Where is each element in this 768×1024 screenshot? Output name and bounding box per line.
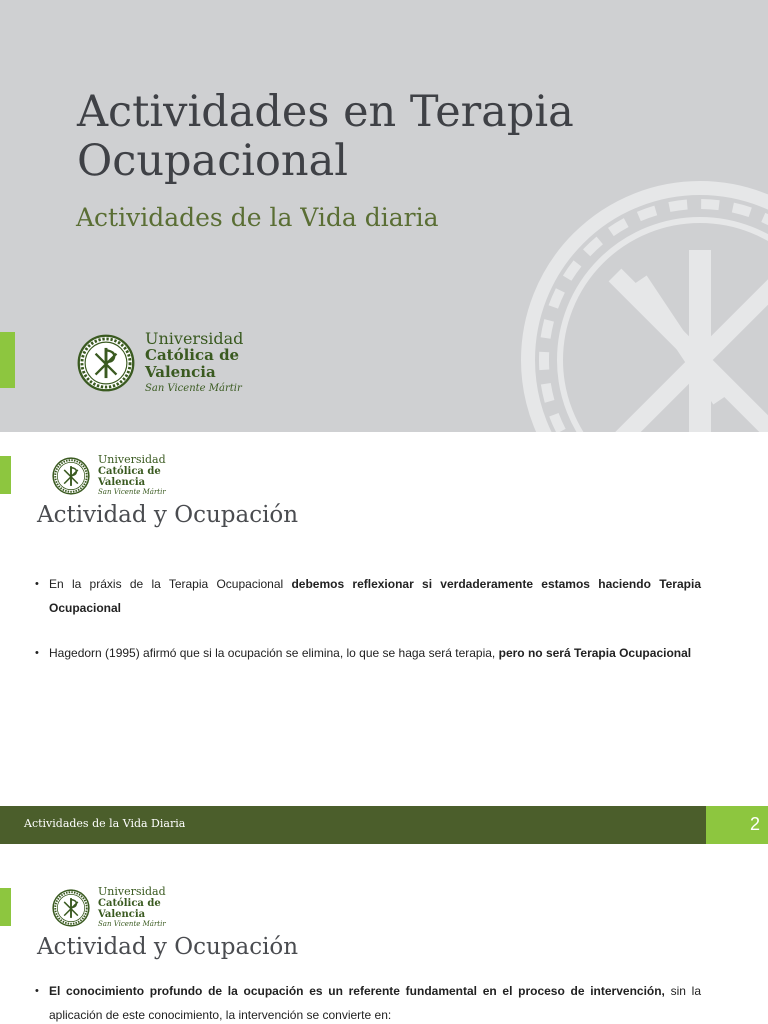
bullet-list bbox=[35, 979, 701, 1024]
university-logo bbox=[77, 330, 243, 395]
presentation-title: Actividades en Terapia Ocupacional bbox=[77, 87, 574, 186]
bullet-bold-text: pero no será Terapia Ocupacional bbox=[498, 646, 692, 660]
bullet-list bbox=[35, 572, 701, 665]
logo-line-2: Católica de bbox=[145, 346, 240, 364]
logo-line-4: San Vicente Mártir bbox=[98, 920, 166, 928]
logo-line-3: Valencia bbox=[98, 477, 146, 488]
bullet-bold-text: El conocimiento profundo de la ocupación es un referente fundamental en el proceso de intervención, bbox=[49, 984, 665, 998]
logo-line-4: San Vicente Mártir bbox=[98, 488, 166, 496]
logo-line-1: Universidad bbox=[98, 453, 166, 466]
slide-footer bbox=[0, 806, 768, 844]
university-logo bbox=[52, 886, 166, 929]
university-logo-text bbox=[98, 454, 166, 497]
logo-line-3: Valencia bbox=[145, 363, 216, 381]
university-logo bbox=[52, 454, 166, 497]
bullet-item bbox=[35, 979, 701, 1024]
presentation-subtitle: Actividades de la Vida diaria bbox=[76, 203, 439, 232]
slide-accent-bar bbox=[0, 332, 15, 388]
content-slide-2 bbox=[0, 432, 768, 844]
bullet-item bbox=[35, 572, 701, 620]
logo-line-3: Valencia bbox=[98, 909, 146, 920]
bullet-text: Hagedorn (1995) afirmó que si la ocupación se elimina, lo que se haga será terapia, bbox=[49, 646, 499, 660]
content-slide-3 bbox=[0, 844, 768, 1024]
page-number: 2 bbox=[749, 814, 760, 834]
slide-accent-bar bbox=[0, 888, 11, 926]
logo-line-1: Universidad bbox=[145, 329, 244, 348]
bullet-text: sin la aplicación de este conocimiento, la intervención se convierte en: bbox=[49, 984, 701, 1022]
bullet-item bbox=[35, 641, 701, 665]
bullet-bold-text: debemos reflexionar si verdaderamente estamos haciendo Terapia Ocupacional bbox=[49, 577, 701, 615]
title-slide bbox=[0, 0, 768, 432]
page-number-box bbox=[706, 806, 768, 844]
logo-line-2: Católica de bbox=[98, 466, 161, 477]
logo-line-1: Universidad bbox=[98, 885, 166, 898]
bullet-text: En la práxis de la Terapia Ocupacional bbox=[49, 577, 292, 591]
slide-title: Actividad y Ocupación bbox=[37, 934, 299, 960]
footer-title: Actividades de la Vida Diaria bbox=[24, 817, 186, 830]
slide-accent-bar bbox=[0, 456, 11, 494]
logo-line-2: Católica de bbox=[98, 898, 161, 909]
university-seal-icon bbox=[52, 889, 90, 927]
university-logo-text bbox=[145, 330, 243, 395]
university-logo-text bbox=[98, 886, 166, 929]
logo-line-4: San Vicente Mártir bbox=[145, 383, 242, 394]
university-seal-icon bbox=[77, 334, 135, 392]
university-seal-watermark bbox=[520, 180, 768, 432]
slide-title: Actividad y Ocupación bbox=[37, 502, 299, 528]
university-seal-icon bbox=[52, 457, 90, 495]
